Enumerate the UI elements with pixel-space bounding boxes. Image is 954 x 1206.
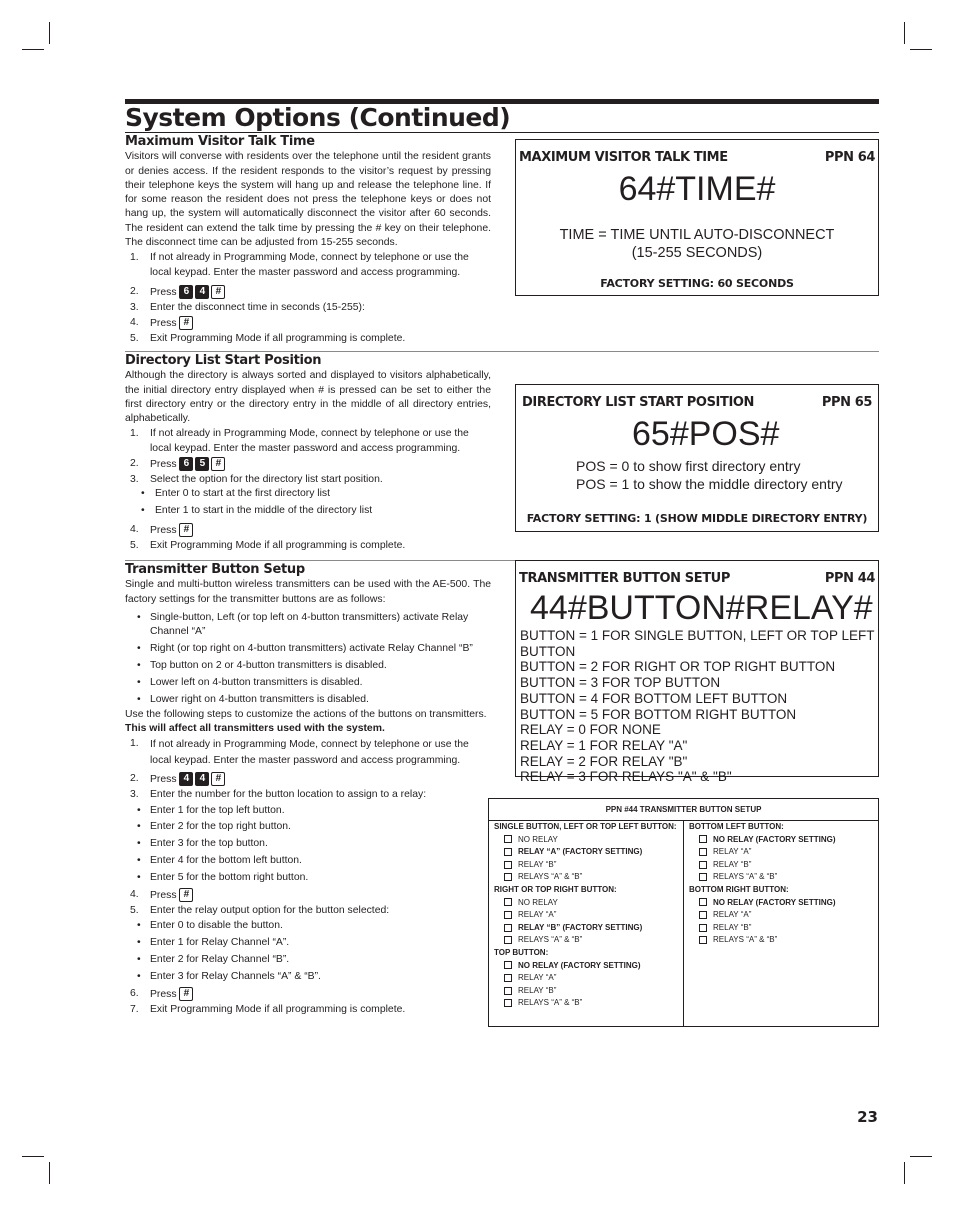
- crop-mark: [904, 22, 905, 44]
- box-title: TRANSMITTER BUTTON SETUP: [519, 571, 730, 586]
- usage-note: Use the following steps to customize the actions of the buttons on transmitters.: [125, 708, 487, 720]
- key-4: 4: [179, 772, 193, 786]
- checkbox-icon[interactable]: [699, 873, 707, 881]
- box-title: DIRECTORY LIST START POSITION: [522, 395, 755, 410]
- option-row[interactable]: RELAY “A” (FACTORY SETTING): [494, 846, 682, 859]
- step: 1. If not already in Programming Mode, connect by telephone or use the local keypad. Enter the master password and access programming.: [130, 252, 469, 278]
- warning-note: This will affect all transmitters used with the system.: [125, 722, 385, 734]
- bullet-item: • Right (or top right on 4-button transmitters) activate Relay Channel “B”: [137, 643, 473, 655]
- bullet-item: • Enter 3 for Relay Channels “A” & “B”.: [137, 971, 321, 983]
- option-row[interactable]: NO RELAY (FACTORY SETTING): [494, 960, 682, 973]
- step: 7. Exit Programming Mode if all programming is complete.: [130, 1003, 406, 1015]
- step: 1. If not already in Programming Mode, connect by telephone or use the local keypad. Enter the master password and access programming.: [130, 428, 469, 454]
- step: 2. Press 4 4 #: [125, 772, 491, 787]
- ppn-44-box: [515, 560, 879, 785]
- ppn-label: PPN 64: [824, 150, 875, 165]
- crop-mark: [22, 49, 44, 50]
- bullet-item: • Enter 0 to start at the first directory list: [141, 488, 330, 500]
- bullet-item: • Enter 5 for the bottom right button.: [137, 872, 309, 884]
- option-row[interactable]: RELAYS “A” & “B”: [494, 997, 682, 1010]
- crop-mark: [49, 1162, 50, 1184]
- step: 3. Select the option for the directory list start position.: [130, 474, 383, 486]
- group-heading: BOTTOM LEFT BUTTON:: [689, 822, 784, 831]
- checkbox-icon[interactable]: [504, 924, 512, 932]
- key-hash: #: [211, 457, 225, 471]
- bullet-item: • Enter 0 to disable the button.: [137, 920, 283, 932]
- bullet-list: [125, 919, 491, 984]
- checkbox-icon[interactable]: [504, 987, 512, 995]
- checkbox-icon[interactable]: [699, 898, 707, 906]
- step: 5. Exit Programming Mode if all programming is complete.: [130, 333, 406, 345]
- bullet-item: • Lower right on 4-button transmitters is disabled.: [137, 693, 369, 705]
- ppn-64-box: [515, 139, 879, 296]
- step: 6. Press #: [125, 987, 491, 1002]
- section-intro: Single and multi-button wireless transmitters can be used with the AE-500. The factory settings for the transmitter buttons are as follows:: [125, 579, 491, 605]
- factory-setting: FACTORY SETTING: 1 (SHOW MIDDLE DIRECTORY ENTRY): [526, 512, 868, 525]
- key-5: 5: [195, 457, 209, 471]
- checkbox-icon[interactable]: [699, 924, 707, 932]
- crop-mark: [910, 49, 932, 50]
- step-list: [125, 987, 491, 1017]
- checkbox-icon[interactable]: [699, 936, 707, 944]
- step: 4. Press #: [125, 888, 491, 903]
- section-talk-time: [125, 135, 491, 348]
- page-title: System Options (Continued): [125, 103, 511, 132]
- checkbox-icon[interactable]: [504, 873, 512, 881]
- step: 2. Press 6 4 #: [125, 285, 491, 300]
- box-header: [519, 150, 875, 165]
- group-heading: TOP BUTTON:: [494, 947, 549, 957]
- step: 4. Press #: [125, 523, 491, 538]
- checkbox-icon[interactable]: [504, 835, 512, 843]
- worksheet-right-column: [689, 821, 874, 1026]
- bullet-list: [125, 804, 491, 886]
- bullet-list: [125, 487, 491, 518]
- group-heading: SINGLE BUTTON, LEFT OR TOP LEFT BUTTON:: [494, 822, 677, 831]
- bullet-list: [125, 611, 491, 707]
- checkbox-icon[interactable]: [504, 911, 512, 919]
- checkbox-icon[interactable]: [699, 835, 707, 843]
- factory-setting: FACTORY SETTING: 60 SECONDS: [600, 277, 794, 290]
- crop-mark: [22, 1156, 44, 1157]
- step: 3. Enter the disconnect time in seconds (15-255):: [130, 302, 365, 314]
- option-row[interactable]: NO RELAY: [494, 834, 682, 847]
- bullet-item: • Enter 4 for the bottom left button.: [137, 855, 302, 867]
- column-divider: [683, 820, 684, 1026]
- ppn-code: 64#TIME#: [618, 170, 776, 208]
- section-intro: Although the directory is always sorted and displayed to visitors alphabetically, the initial directory entry displayed when # is pressed can be set to either the first directory entry or the directory entry in the middle of all directory entries, alphabetically.: [125, 370, 491, 425]
- key-4: 4: [195, 285, 209, 299]
- option-row[interactable]: RELAY “B”: [494, 859, 682, 872]
- section-heading: Directory List Start Position: [125, 353, 322, 368]
- key-hash: #: [179, 316, 193, 330]
- bullet-item: • Enter 3 for the top button.: [137, 838, 268, 850]
- option-row[interactable]: NO RELAY: [494, 897, 682, 910]
- ppn-code: 65#POS#: [632, 415, 780, 453]
- group-heading: RIGHT OR TOP RIGHT BUTTON:: [494, 884, 617, 894]
- box-header: [522, 395, 872, 410]
- bullet-item: • Lower left on 4-button transmitters is disabled.: [137, 676, 363, 688]
- option-row[interactable]: RELAY “A”: [494, 972, 682, 985]
- section-directory-start: [125, 354, 491, 554]
- step: 1. If not already in Programming Mode, connect by telephone or use the local keypad. Enter the master password and access programming.: [130, 738, 469, 767]
- option-row[interactable]: RELAYS “A” & “B”: [494, 934, 682, 947]
- worksheet-title: PPN #44 TRANSMITTER BUTTON SETUP: [489, 799, 878, 821]
- box-header: [519, 571, 875, 586]
- page-number: 23: [857, 1108, 878, 1126]
- ppn-65-box: [515, 384, 879, 532]
- option-row[interactable]: RELAY “A”: [689, 846, 874, 859]
- option-row[interactable]: RELAY “A”: [494, 909, 682, 922]
- bullet-item: • Enter 1 for the top left button.: [137, 804, 285, 816]
- checkbox-icon[interactable]: [699, 911, 707, 919]
- option-row[interactable]: RELAYS “A” & “B”: [689, 934, 874, 947]
- option-row[interactable]: RELAY “B”: [494, 985, 682, 998]
- checkbox-icon[interactable]: [504, 848, 512, 856]
- box-title: MAXIMUM VISITOR TALK TIME: [519, 150, 728, 165]
- option-row[interactable]: RELAY “A”: [689, 909, 874, 922]
- checkbox-icon[interactable]: [504, 999, 512, 1007]
- option-row[interactable]: NO RELAY (FACTORY SETTING): [689, 897, 874, 910]
- step-list: [125, 427, 491, 487]
- section-heading: Maximum Visitor Talk Time: [125, 134, 315, 149]
- key-hash: #: [179, 888, 193, 902]
- page-title-bar: [125, 99, 879, 133]
- step: 3. Enter the number for the button location to assign to a relay:: [130, 789, 427, 801]
- checkbox-icon[interactable]: [699, 861, 707, 869]
- option-row[interactable]: RELAY “B”: [689, 922, 874, 935]
- key-6: 6: [179, 285, 193, 299]
- step-list: [125, 251, 491, 346]
- ppn-label: PPN 44: [824, 571, 875, 586]
- bullet-item: • Single-button, Left (or top left on 4-button transmitters) activate Relay Channel “A”: [137, 611, 469, 638]
- section-intro: Visitors will converse with residents over the telephone until the resident grants or denies access. If the resident responds to the visitor’s request by pressing their telephone keys the system will hang up and release the telephone line. If for some reason the resident does not press the telephone keys or does not hang up, the system will automatically disconnect the visitor after 60 seconds. The resident can extend the talk time by pressing the # key on their telephone. The disconnect time can be adjusted from 15-255 seconds.: [125, 151, 491, 249]
- section-divider: [125, 351, 879, 352]
- option-row[interactable]: RELAY “B” (FACTORY SETTING): [494, 922, 682, 935]
- bullet-item: • Top button on 2 or 4-button transmitters is disabled.: [137, 659, 387, 671]
- key-6: 6: [179, 457, 193, 471]
- option-row[interactable]: RELAYS “A” & “B”: [689, 871, 874, 884]
- step-list: [125, 888, 491, 918]
- box-description: BUTTON = 1 FOR SINGLE BUTTON, LEFT OR TOP LEFT BUTTON BUTTON = 2 FOR RIGHT OR TOP RIGHT BUTTON BUTTON = 3 FOR TOP BUTTON BUTTON = 4 FOR BOTTOM LEFT BUTTON BUTTON = 5 FOR BOTTOM RIGHT BUTTON RELAY = 0 FOR NONE RELAY = 1 FOR RELAY "A" RELAY = 2 FOR RELAY "B" RELAY = 3 FOR RELAYS "A" & "B": [520, 628, 875, 785]
- key-hash: #: [179, 987, 193, 1001]
- checkbox-icon[interactable]: [504, 898, 512, 906]
- checkbox-icon[interactable]: [699, 848, 707, 856]
- step: 5. Exit Programming Mode if all programming is complete.: [130, 539, 406, 551]
- step: 4. Press #: [125, 316, 491, 331]
- checkbox-icon[interactable]: [504, 861, 512, 869]
- group-heading: BOTTOM RIGHT BUTTON:: [689, 884, 789, 894]
- ppn-code: 44#BUTTON#RELAY#: [530, 589, 873, 627]
- bullet-item: • Enter 2 for the top right button.: [137, 821, 291, 833]
- crop-mark: [904, 1162, 905, 1184]
- worksheet-left-column: [494, 821, 682, 1026]
- step-list: [125, 737, 491, 802]
- checkbox-icon[interactable]: [504, 936, 512, 944]
- key-4: 4: [195, 772, 209, 786]
- option-row[interactable]: RELAYS “A” & “B”: [494, 871, 682, 884]
- option-row[interactable]: RELAY “B”: [689, 859, 874, 872]
- section-heading: Transmitter Button Setup: [125, 562, 305, 577]
- crop-mark: [49, 22, 50, 44]
- section-transmitter-setup: [125, 563, 491, 1018]
- box-description: TIME = TIME UNTIL AUTO-DISCONNECT (15-255 SECONDS): [559, 227, 835, 261]
- box-description: POS = 0 to show first directory entry POS = 1 to show the middle directory entry: [576, 458, 843, 492]
- key-hash: #: [211, 772, 225, 786]
- step: 5. Enter the relay output option for the button selected:: [130, 905, 390, 917]
- ppn-label: PPN 65: [821, 395, 872, 410]
- key-hash: #: [179, 523, 193, 537]
- crop-mark: [910, 1156, 932, 1157]
- option-row[interactable]: NO RELAY (FACTORY SETTING): [689, 834, 874, 847]
- step: 2. Press 6 5 #: [125, 457, 491, 472]
- bullet-item: • Enter 1 for Relay Channel “A”.: [137, 937, 290, 949]
- checkbox-icon[interactable]: [504, 974, 512, 982]
- key-hash: #: [211, 285, 225, 299]
- checkbox-icon[interactable]: [504, 961, 512, 969]
- bullet-item: • Enter 1 to start in the middle of the directory list: [141, 505, 373, 517]
- bullet-item: • Enter 2 for Relay Channel “B”.: [137, 954, 290, 966]
- ppn-44-worksheet: [488, 798, 879, 1027]
- step-list: [125, 523, 491, 553]
